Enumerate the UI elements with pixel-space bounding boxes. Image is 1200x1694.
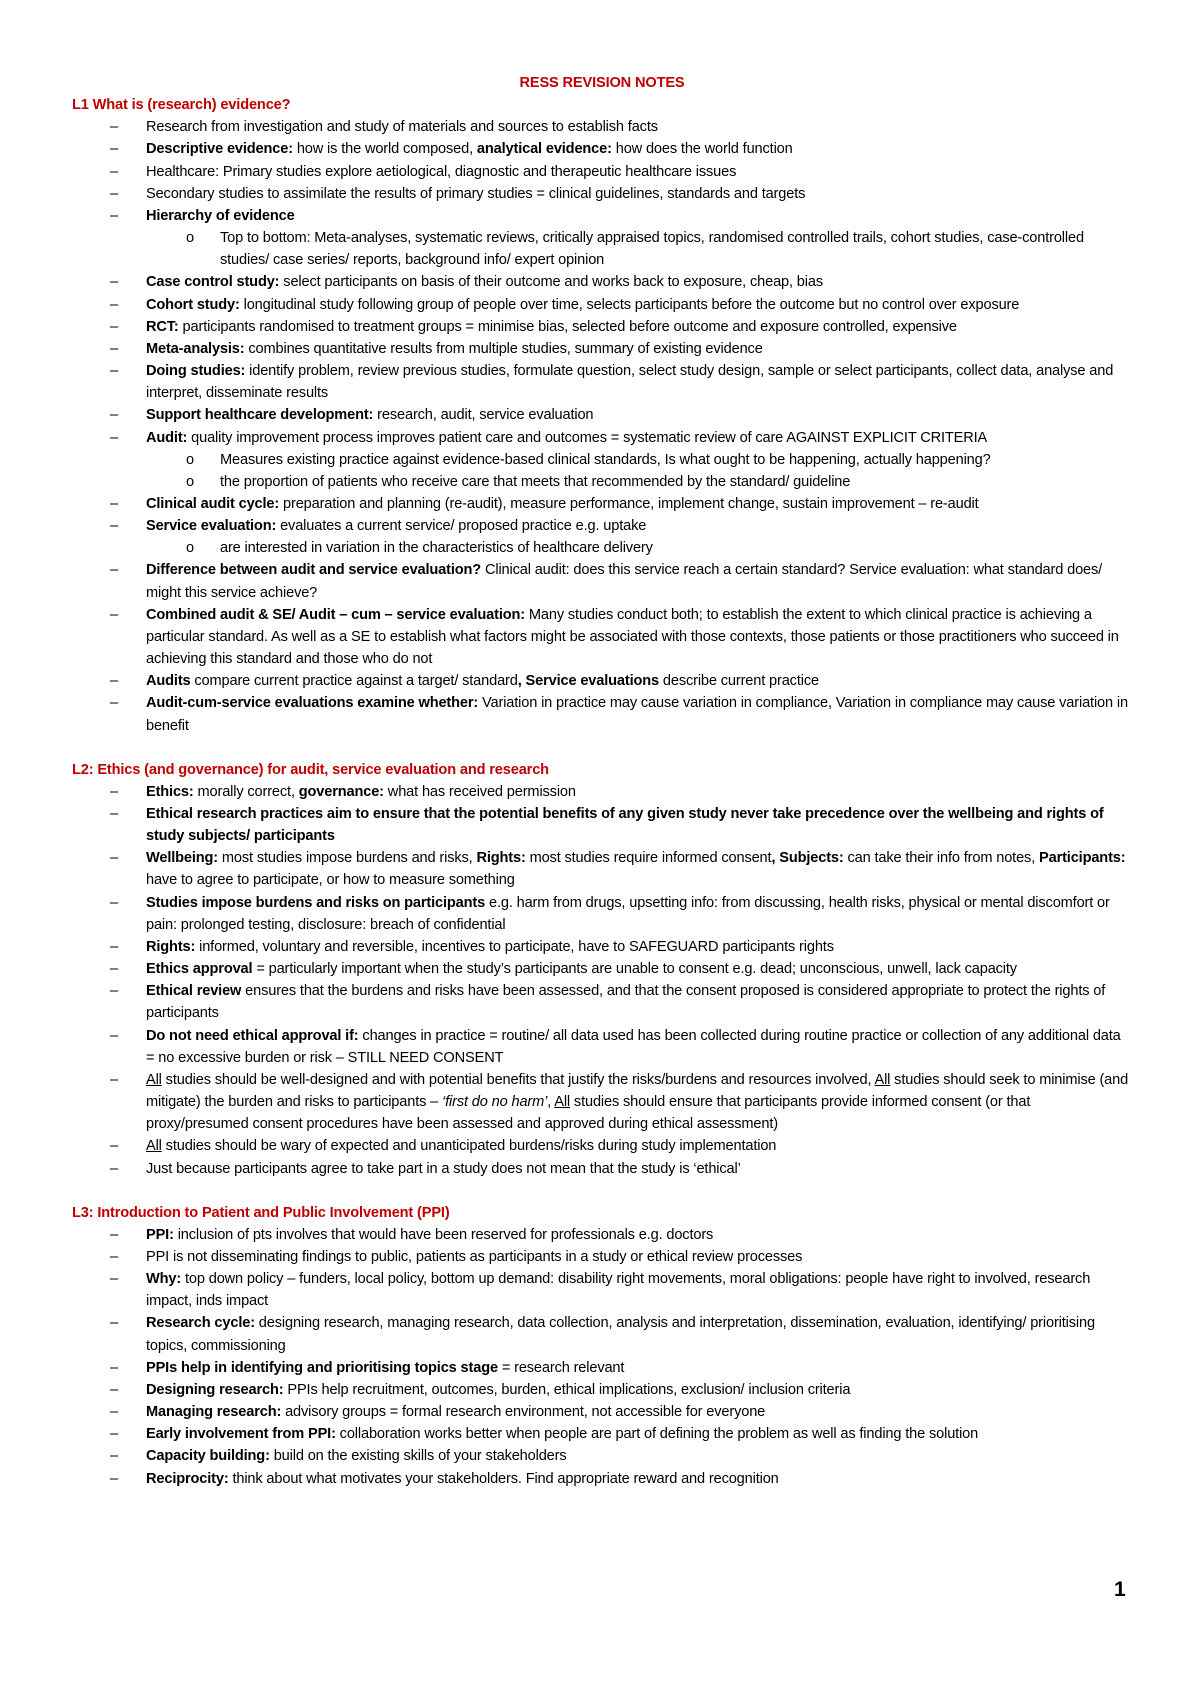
bullet-item bbox=[72, 427, 1132, 449]
bullet-item bbox=[72, 692, 1132, 736]
bullet-text: Participants: bbox=[1039, 850, 1126, 867]
bullet-item bbox=[72, 1246, 1132, 1268]
bullet-text: collaboration works better when people are part of defining the problem as well as finding the solution bbox=[335, 1426, 979, 1443]
bullet-text: combines quantitative results from multiple studies, summary of existing evidence bbox=[244, 340, 763, 357]
dash-bullet-icon: – bbox=[110, 1160, 118, 1177]
bullet-text: describe current practice bbox=[658, 673, 819, 690]
bullet-text: Ethics approval bbox=[146, 961, 253, 978]
bullet-item bbox=[72, 1224, 1132, 1246]
dash-bullet-icon: – bbox=[110, 938, 118, 955]
dash-bullet-icon: – bbox=[110, 296, 118, 313]
bullet-item bbox=[72, 338, 1132, 360]
bullet-text: Healthcare: Primary studies explore aetiological, diagnostic and therapeutic healthcare issues bbox=[146, 163, 737, 180]
bullet-text: Hierarchy of evidence bbox=[146, 207, 295, 224]
bullet-item bbox=[72, 316, 1132, 338]
dash-bullet-icon: – bbox=[110, 1315, 118, 1332]
bullet-text: the proportion of patients who receive care that meets that recommended by the standard/ guideline bbox=[220, 473, 851, 490]
bullet-item bbox=[72, 559, 1132, 603]
bullet-text: studies should seek to minimise (and mitigate) the burden and risks to participants – bbox=[146, 1071, 1129, 1111]
dash-bullet-icon: – bbox=[110, 1248, 118, 1265]
bullet-text: PPI is not disseminating findings to public, patients as participants in a study or ethical review processes bbox=[146, 1248, 803, 1265]
bullet-text: Secondary studies to assimilate the results of primary studies = clinical guidelines, standards and targets bbox=[146, 185, 806, 202]
bullet-text: are interested in variation in the characteristics of healthcare delivery bbox=[220, 540, 653, 557]
bullet-text: participants randomised to treatment groups = minimise bias, selected before outcome and exposure controlled, expensive bbox=[178, 318, 957, 335]
dash-bullet-icon: – bbox=[110, 983, 118, 1000]
bullet-item bbox=[72, 161, 1132, 183]
bullet-item bbox=[72, 1423, 1132, 1445]
bullet-text: Combined audit & SE/ Audit – cum – service evaluation: bbox=[146, 606, 525, 623]
dash-bullet-icon: – bbox=[110, 495, 118, 512]
bullet-item bbox=[72, 205, 1132, 227]
bullet-item bbox=[72, 404, 1132, 426]
bullet-text: Clinical audit: does this service reach a certain standard? Service evaluation: what standard does/ might this service achieve? bbox=[146, 562, 1103, 601]
bullet-text: Difference between audit and service evaluation? bbox=[146, 562, 482, 579]
bullet-text: Meta-analysis: bbox=[146, 340, 245, 357]
bullet-text: most studies impose burdens and risks, bbox=[218, 850, 477, 867]
bullet-text: ‘first do no harm’ bbox=[442, 1094, 548, 1111]
bullet-item bbox=[72, 1445, 1132, 1467]
bullet-text: Support healthcare development: bbox=[146, 407, 374, 424]
dash-bullet-icon: – bbox=[110, 1359, 118, 1376]
bullet-item bbox=[72, 604, 1132, 670]
bullet-text: Audits bbox=[146, 673, 191, 690]
bullet-text: Reciprocity: bbox=[146, 1470, 229, 1487]
bullet-text: Why: bbox=[146, 1271, 182, 1288]
bullet-text: think about what motivates your stakeholders. Find appropriate reward and recognition bbox=[228, 1470, 779, 1487]
bullet-text: , Subjects: bbox=[771, 850, 844, 867]
notes-content bbox=[72, 72, 1132, 1490]
bullet-item bbox=[72, 1158, 1132, 1180]
dash-bullet-icon: – bbox=[110, 562, 118, 579]
bullet-text: All bbox=[874, 1071, 891, 1088]
bullet-text: studies should be wary of expected and unanticipated burdens/risks during study implementation bbox=[161, 1138, 777, 1155]
bullet-item bbox=[72, 1401, 1132, 1423]
dash-bullet-icon: – bbox=[110, 518, 118, 535]
dash-bullet-icon: – bbox=[110, 894, 118, 911]
dash-bullet-icon: – bbox=[110, 806, 118, 822]
bullet-text: Research from investigation and study of materials and sources to establish facts bbox=[146, 119, 658, 136]
dash-bullet-icon: – bbox=[110, 429, 118, 446]
bullet-item bbox=[72, 936, 1132, 958]
bullet-text: identify problem, review previous studies, formulate question, select study design, sample or select participants, collect data, analyse and interpret, disseminate results bbox=[146, 363, 1114, 402]
bullet-text: Early involvement from PPI: bbox=[146, 1426, 336, 1443]
bullet-text: informed, voluntary and reversible, incentives to participate, have to SAFEGUARD participants rights bbox=[195, 938, 834, 955]
bullet-text: Rights: bbox=[146, 938, 196, 955]
section-heading: L3: Introduction to Patient and Public Involvement (PPI) bbox=[72, 1204, 450, 1221]
sub-bullet-item bbox=[72, 471, 1132, 493]
dash-bullet-icon: – bbox=[110, 695, 118, 712]
bullet-item bbox=[72, 958, 1132, 980]
bullet-item bbox=[72, 1268, 1132, 1312]
dash-bullet-icon: – bbox=[110, 274, 118, 291]
bullet-text: Just because participants agree to take part in a study does not mean that the study is ‘ethical’ bbox=[146, 1160, 741, 1177]
bullet-text: research, audit, service evaluation bbox=[373, 407, 594, 424]
bullet-text: Designing research: bbox=[146, 1381, 284, 1398]
circle-bullet-icon: o bbox=[186, 540, 194, 557]
bullet-item bbox=[72, 892, 1132, 936]
bullet-text: how does the world function bbox=[611, 141, 793, 158]
bullet-text: All bbox=[554, 1094, 571, 1111]
bullet-text: Case control study: bbox=[146, 274, 280, 291]
document-title: RESS REVISION NOTES bbox=[519, 75, 685, 91]
sub-bullet-item bbox=[72, 537, 1132, 559]
dash-bullet-icon: – bbox=[110, 1470, 118, 1487]
bullet-text: studies should ensure that participants provide informed consent (or that proxy/presumed consent procedures have been assessed and approved during ethical assessment) bbox=[146, 1094, 1031, 1133]
sub-bullet-item bbox=[72, 449, 1132, 471]
bullet-text: compare current practice against a target/ standard bbox=[190, 673, 518, 690]
bullet-item bbox=[72, 847, 1132, 891]
dash-bullet-icon: – bbox=[110, 850, 118, 867]
bullet-text: Ethical review bbox=[146, 983, 242, 1000]
bullet-text: have to agree to participate, or how to measure something bbox=[146, 872, 515, 889]
bullet-item bbox=[72, 1025, 1132, 1069]
bullet-item bbox=[72, 803, 1132, 847]
bullet-item bbox=[72, 294, 1132, 316]
bullet-text: Capacity building: bbox=[146, 1448, 270, 1465]
bullet-text: top down policy – funders, local policy, bottom up demand: disability right movements, moral obligations: people have right to involved, research impact, inds impact bbox=[146, 1271, 1091, 1310]
section-spacer bbox=[72, 737, 1132, 759]
bullet-text: Ethical research practices aim to ensure that the potential benefits of any given study never take precedence over the wellbeing and rights of study subjects/ participants bbox=[146, 806, 1104, 845]
bullet-text: PPI: bbox=[146, 1226, 174, 1243]
dash-bullet-icon: – bbox=[110, 1426, 118, 1443]
bullet-text: RCT: bbox=[146, 318, 179, 335]
bullet-text: most studies require informed consent bbox=[525, 850, 772, 867]
bullet-item bbox=[72, 1468, 1132, 1490]
bullet-text: e.g. harm from drugs, upsetting info: from discussing, health risks, physical or mental discomfort or pain: prolonged testing, disclosure: breach of confidential bbox=[146, 894, 1110, 933]
bullet-text: can take their info from notes, bbox=[843, 850, 1040, 867]
bullet-text: Studies impose burdens and risks on participants bbox=[146, 894, 486, 911]
bullet-text: Managing research: bbox=[146, 1404, 282, 1421]
bullet-item bbox=[72, 493, 1132, 515]
bullet-text: Do not need ethical approval if: bbox=[146, 1027, 359, 1044]
bullet-text: All bbox=[146, 1138, 162, 1155]
bullet-text: inclusion of pts involves that would have been reserved for professionals e.g. doctors bbox=[173, 1226, 714, 1243]
bullet-text: Variation in practice may cause variation in compliance, Variation in compliance may cause variation in benefit bbox=[146, 695, 1128, 734]
bullet-text: preparation and planning (re-audit), measure performance, implement change, sustain improvement – re-audit bbox=[279, 495, 979, 512]
dash-bullet-icon: – bbox=[110, 340, 118, 357]
bullet-text: select participants on basis of their outcome and works back to exposure, cheap, bias bbox=[279, 274, 823, 291]
dash-bullet-icon: – bbox=[110, 783, 118, 800]
notes-sections bbox=[72, 94, 1132, 1490]
bullet-item bbox=[72, 1312, 1132, 1356]
bullet-item bbox=[72, 980, 1132, 1024]
dash-bullet-icon: – bbox=[110, 1448, 118, 1465]
bullet-item bbox=[72, 515, 1132, 537]
sub-bullet-item bbox=[72, 227, 1132, 271]
bullet-item bbox=[72, 183, 1132, 205]
bullet-text: what has received permission bbox=[383, 783, 576, 800]
bullet-text: quality improvement process improves patient care and outcomes = systematic review of care AGAINST EXPLICIT CRITERIA bbox=[187, 429, 988, 446]
bullet-item bbox=[72, 138, 1132, 160]
bullet-item bbox=[72, 1357, 1132, 1379]
bullet-text: Audit-cum-service evaluations examine whether: bbox=[146, 695, 479, 712]
bullet-text: designing research, managing research, data collection, analysis and interpretation, dissemination, evaluation, identifying/ prioritising topics, commissioning bbox=[146, 1315, 1095, 1354]
circle-bullet-icon: o bbox=[186, 473, 194, 490]
bullet-text: PPIs help recruitment, outcomes, burden, ethical implications, exclusion/ inclusion criteria bbox=[283, 1381, 851, 1398]
bullet-text: advisory groups = formal research environment, not accessible for everyone bbox=[281, 1404, 766, 1421]
bullet-text: Descriptive evidence: bbox=[146, 141, 293, 158]
bullet-text: changes in practice = routine/ all data used has been collected during routine practice or collection of any additional data = no excessive burden or risk – STILL NEED CONSENT bbox=[146, 1027, 1121, 1066]
section-spacer bbox=[72, 1180, 1132, 1202]
dash-bullet-icon: – bbox=[110, 1271, 118, 1288]
bullet-text: how is the world composed, bbox=[292, 141, 477, 158]
bullet-text: All bbox=[146, 1071, 162, 1088]
circle-bullet-icon: o bbox=[186, 451, 194, 468]
section-heading: L1 What is (research) evidence? bbox=[72, 97, 291, 114]
bullet-item bbox=[72, 271, 1132, 293]
bullet-text: Wellbeing: bbox=[146, 850, 219, 867]
dash-bullet-icon: – bbox=[110, 961, 118, 978]
dash-bullet-icon: – bbox=[110, 318, 118, 335]
bullet-text: , bbox=[547, 1094, 555, 1111]
bullet-text: Service evaluation: bbox=[146, 518, 277, 535]
bullet-text: ensures that the burdens and risks have been assessed, and that the consent proposed is considered appropriate to protect the rights of participants bbox=[146, 983, 1106, 1022]
bullet-text: , Service evaluations bbox=[517, 673, 659, 690]
circle-bullet-icon: o bbox=[186, 230, 194, 247]
bullet-text: governance: bbox=[298, 783, 384, 800]
bullet-item bbox=[72, 360, 1132, 404]
dash-bullet-icon: – bbox=[110, 606, 118, 623]
bullet-text: longitudinal study following group of people over time, selects participants before the outcome but no control over exposure bbox=[239, 296, 1020, 313]
dash-bullet-icon: – bbox=[110, 185, 118, 202]
bullet-text: Cohort study: bbox=[146, 296, 240, 313]
bullet-item bbox=[72, 1379, 1132, 1401]
bullet-text: PPIs help in identifying and prioritising topics stage bbox=[146, 1359, 498, 1376]
dash-bullet-icon: – bbox=[110, 1404, 118, 1421]
bullet-text: Rights: bbox=[476, 850, 526, 867]
bullet-text: Doing studies: bbox=[146, 363, 246, 380]
bullet-item bbox=[72, 1135, 1132, 1157]
dash-bullet-icon: – bbox=[110, 1027, 118, 1044]
bullet-text: Many studies conduct both; to establish the extent to which clinical practice is achieving a particular standard. As well as a SE to establish what factors might be associated with those contexts, those patients or those practitioners who succeed in achieving this standard and those who do not bbox=[146, 606, 1119, 668]
bullet-item bbox=[72, 670, 1132, 692]
bullet-text: morally correct, bbox=[193, 783, 299, 800]
section-heading: L2: Ethics (and governance) for audit, service evaluation and research bbox=[72, 761, 549, 778]
bullet-text: analytical evidence: bbox=[476, 141, 612, 158]
bullet-text: Clinical audit cycle: bbox=[146, 495, 280, 512]
bullet-text: Research cycle: bbox=[146, 1315, 255, 1332]
dash-bullet-icon: – bbox=[110, 1071, 118, 1088]
bullet-text: Audit: bbox=[146, 429, 188, 446]
bullet-item bbox=[72, 116, 1132, 138]
dash-bullet-icon: – bbox=[110, 207, 118, 224]
dash-bullet-icon: – bbox=[110, 1381, 118, 1398]
dash-bullet-icon: – bbox=[110, 119, 118, 136]
page-number: 1 bbox=[1114, 1578, 1126, 1601]
dash-bullet-icon: – bbox=[110, 673, 118, 690]
dash-bullet-icon: – bbox=[110, 407, 118, 424]
dash-bullet-icon: – bbox=[110, 163, 118, 180]
dash-bullet-icon: – bbox=[110, 1138, 118, 1155]
dash-bullet-icon: – bbox=[110, 363, 118, 380]
dash-bullet-icon: – bbox=[110, 1226, 118, 1243]
bullet-text: = research relevant bbox=[497, 1359, 625, 1376]
bullet-item bbox=[72, 1069, 1132, 1135]
bullet-text: = particularly important when the study’s participants are unable to consent e.g. dead; unconscious, unwell, lack capacity bbox=[252, 961, 1017, 978]
bullet-text: Measures existing practice against evidence-based clinical standards, Is what ought to be happening, actually happening? bbox=[220, 451, 991, 468]
bullet-text: Ethics: bbox=[146, 783, 194, 800]
dash-bullet-icon: – bbox=[110, 141, 118, 158]
bullet-text: evaluates a current service/ proposed practice e.g. uptake bbox=[276, 518, 647, 535]
bullet-text: Top to bottom: Meta-analyses, systematic reviews, critically appraised topics, randomised controlled trails, cohort studies, case-controlled studies/ case series/ reports, background info/ expert opinion bbox=[220, 230, 1084, 269]
bullet-text: build on the existing skills of your stakeholders bbox=[269, 1448, 567, 1465]
bullet-item bbox=[72, 781, 1132, 803]
bullet-text: studies should be well-designed and with potential benefits that justify the risks/burdens and resources involved, bbox=[161, 1071, 875, 1088]
